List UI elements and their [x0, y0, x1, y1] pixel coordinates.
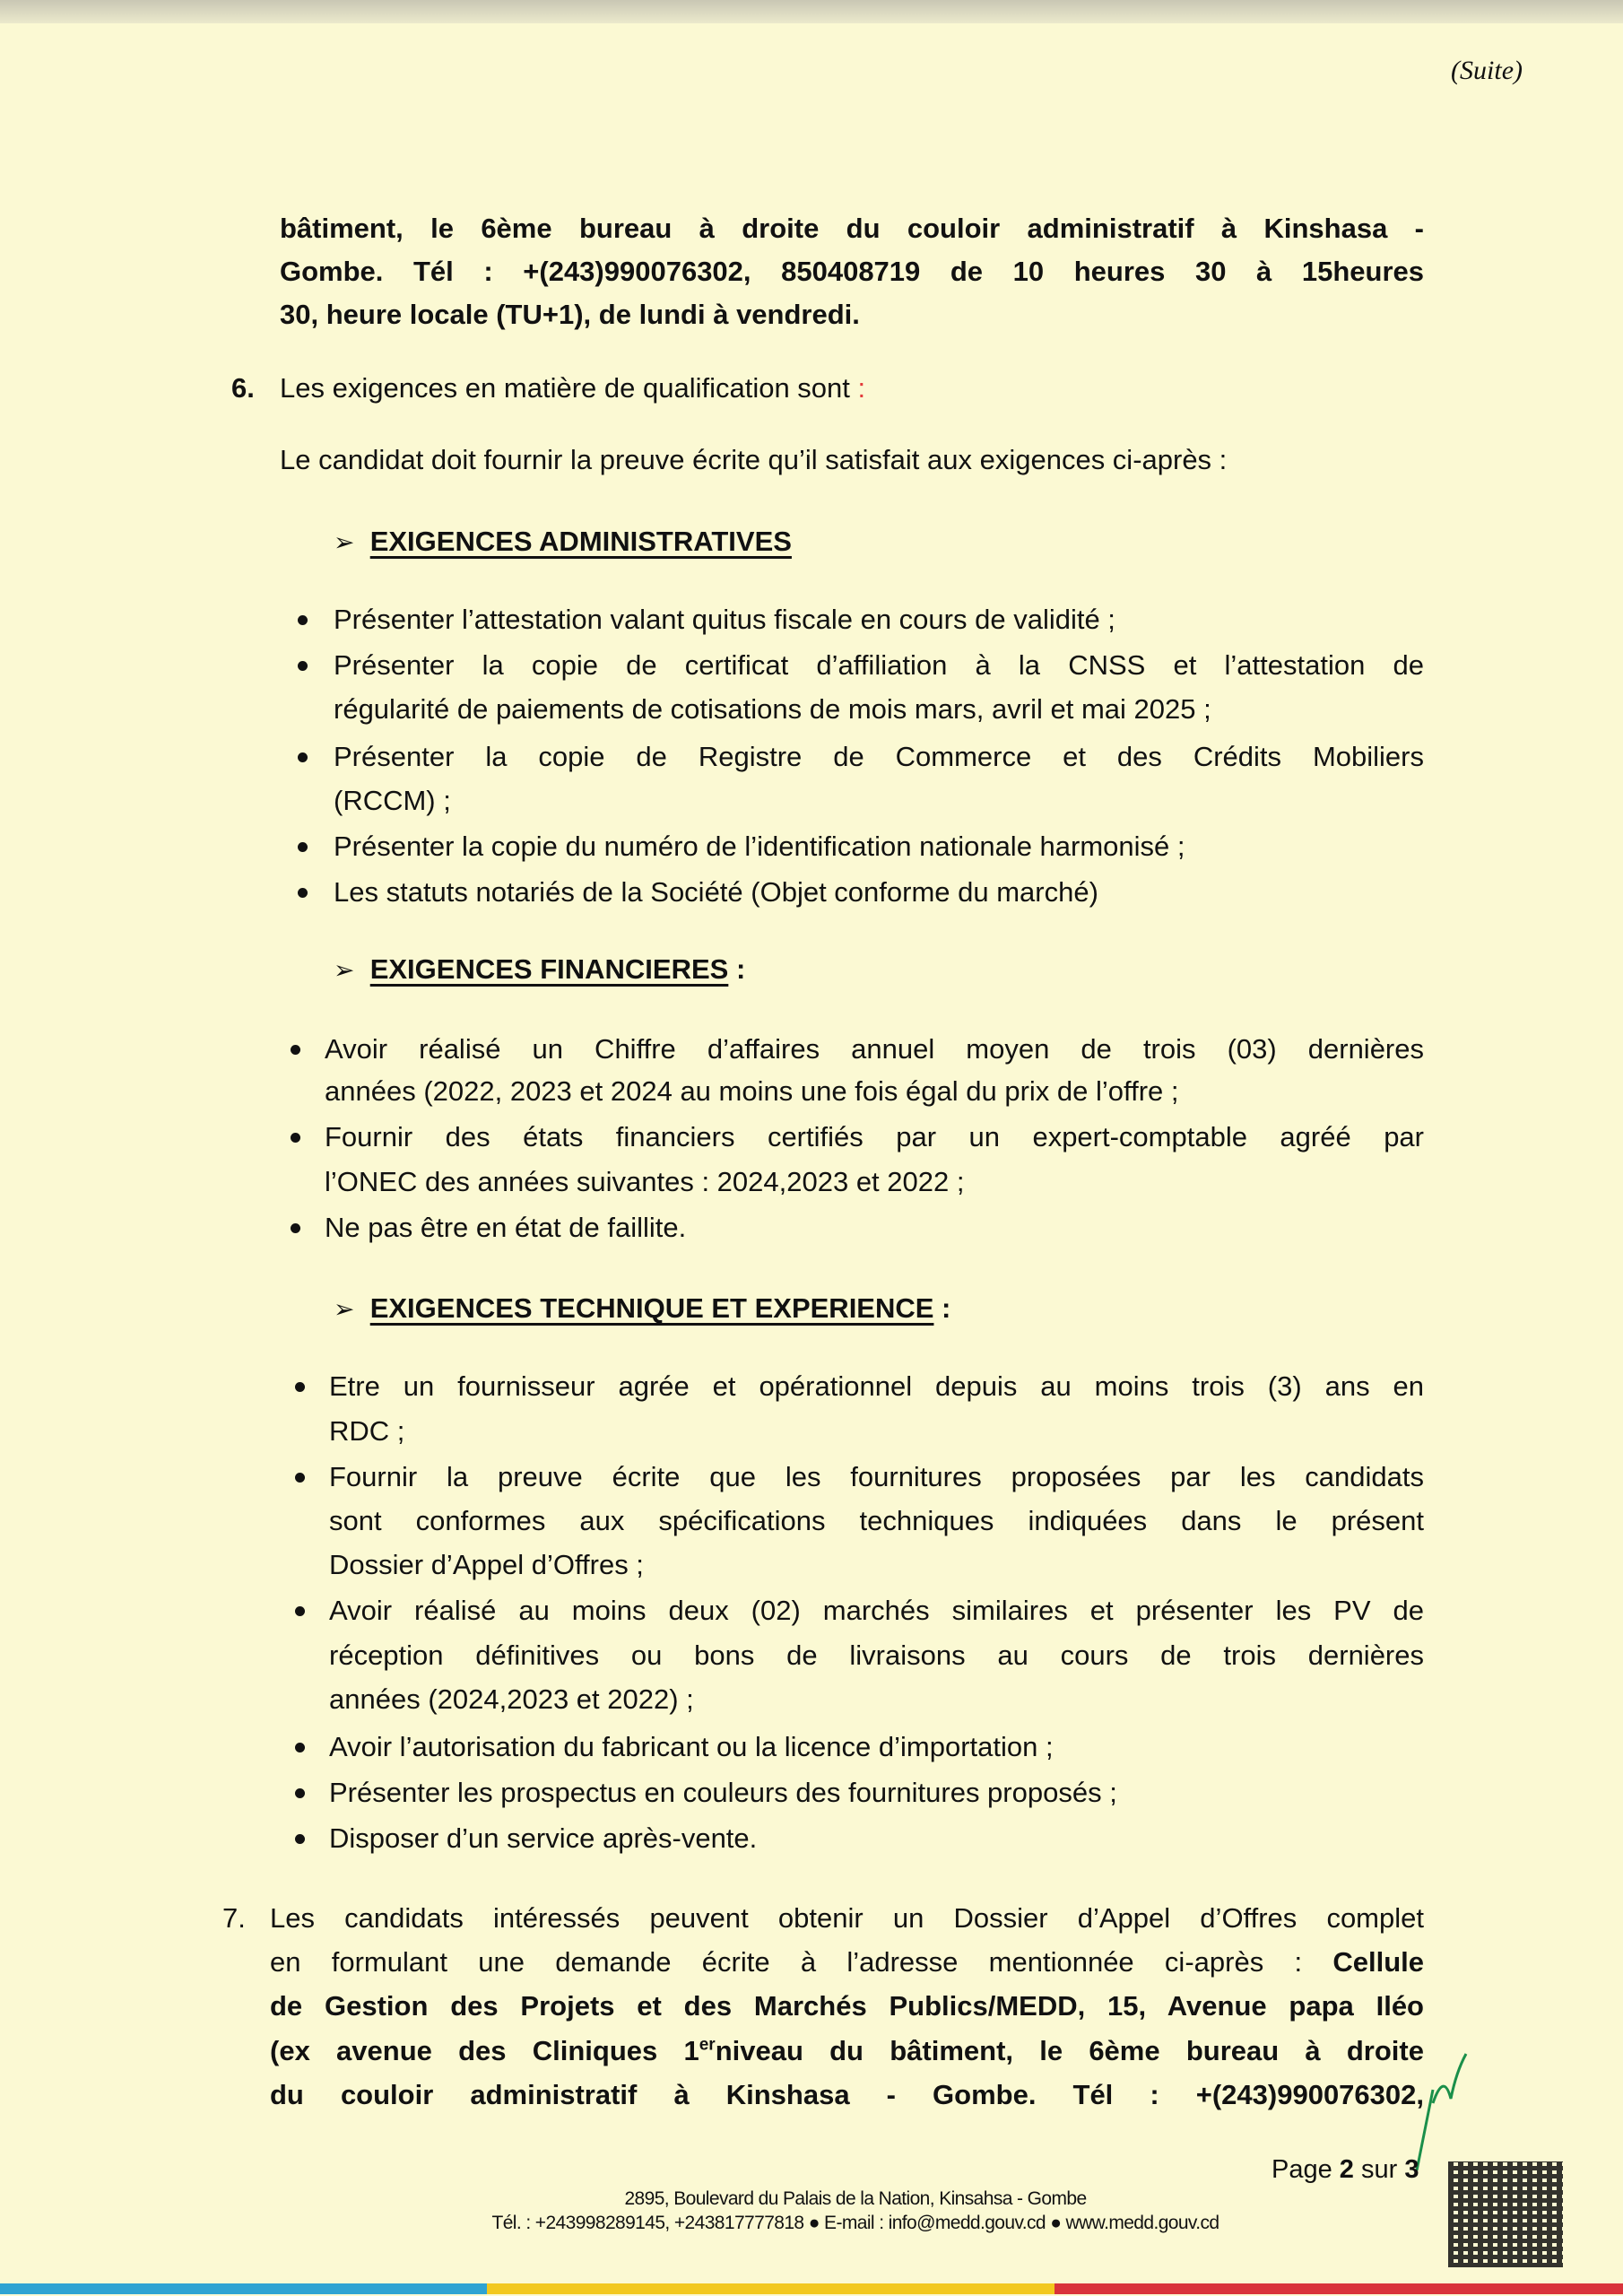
bullet-icon	[298, 661, 308, 671]
section-7-line: du couloir administratif à Kinshasa - Gombe. Tél : +(243)990076302,	[270, 2079, 1424, 2110]
bullet-icon	[298, 615, 308, 625]
text-line: Avoir réalisé au moins deux (02) marchés similaires et présenter les PV de	[329, 1595, 1424, 1626]
tech-heading-colon: :	[933, 1292, 951, 1324]
text-line: régularité de paiements de cotisations de mois mars, avril et mai 2025 ;	[334, 693, 1211, 725]
text-line: Les statuts notariés de la Société (Objet conforme du marché)	[334, 876, 1098, 908]
bullet-icon	[295, 1473, 305, 1483]
text-line: l’ONEC des années suivantes : 2024,2023 et 2022 ;	[325, 1166, 965, 1197]
section-7-line: de Gestion des Projets et des Marchés Publics/MEDD, 15, Avenue papa Iléo	[270, 1990, 1424, 2022]
text-line: Présenter la copie de Registre de Commerce et des Crédits Mobiliers	[334, 741, 1424, 772]
scan-top-edge	[0, 0, 1623, 23]
text-line: Présenter la copie du numéro de l’identification nationale harmonisé ;	[334, 831, 1185, 862]
bullet-icon	[291, 1045, 300, 1055]
section-6-title	[280, 366, 865, 411]
text-line: Présenter l’attestation valant quitus fiscale en cours de validité ;	[334, 604, 1115, 635]
text-line: Présenter la copie de certificat d’affiliation à la CNSS et l’attestation de	[334, 649, 1424, 681]
fin-heading	[334, 947, 745, 993]
text-line: sont conformes aux spécifications techniques indiquées dans le présent	[329, 1505, 1424, 1536]
bullet-icon	[298, 888, 308, 898]
text-line: années (2024,2023 et 2022) ;	[329, 1683, 694, 1715]
text-line: (RCCM) ;	[334, 785, 451, 816]
text-line: Ne pas être en état de faillite.	[325, 1212, 687, 1243]
page-current: 2	[1339, 2155, 1354, 2184]
text-line: années (2022, 2023 et 2024 au moins une fois égal du prix de l’offre ;	[325, 1075, 1179, 1107]
flag-bar-red	[1055, 2283, 1623, 2294]
section-6-lead: Le candidat doit fournir la preuve écrite qu’il satisfait aux exigences ci-après :	[280, 444, 1228, 475]
tech-heading-text: EXIGENCES TECHNIQUE ET EXPERIENCE	[369, 1292, 934, 1324]
page-number	[1271, 2147, 1419, 2192]
bullet-icon	[295, 1788, 305, 1798]
text-line: bâtiment, le 6ème bureau à droite du couloir administratif à Kinshasa -	[280, 213, 1424, 244]
arrow-bullet-icon: ➢	[334, 528, 355, 556]
bullet-icon	[298, 752, 308, 762]
bullet-icon	[295, 1606, 305, 1616]
section-7-number: 7.	[222, 1902, 246, 1934]
page-sep: sur	[1353, 2155, 1405, 2184]
section-7-line	[270, 1940, 1424, 1985]
text-line: Gombe. Tél : +(243)990076302, 850408719 de 10 heures 30 à 15heures	[280, 256, 1424, 287]
text-line: Dossier d’Appel d’Offres ;	[329, 1549, 644, 1580]
bullet-icon	[295, 1382, 305, 1392]
bullet-icon	[295, 1834, 305, 1844]
bullet-icon	[291, 1223, 300, 1233]
text-line: Avoir l’autorisation du fabricant ou la licence d’importation ;	[329, 1731, 1054, 1762]
text-line: RDC ;	[329, 1415, 405, 1447]
fin-heading-colon: :	[728, 953, 746, 985]
section-7-text: niveau du bâtiment, le 6ème bureau à droite	[715, 2035, 1424, 2066]
section-7-text: en formulant une demande écrite à l’adresse mentionnée ci-après :	[270, 1946, 1333, 1978]
page-label: Page	[1271, 2155, 1340, 2184]
section-7-text: (ex avenue des Cliniques 1	[270, 2035, 699, 2066]
text-line: Fournir des états financiers certifiés par un expert-comptable agréé par	[325, 1121, 1424, 1152]
text-line: Etre un fournisseur agrée et opérationnel depuis au moins trois (3) ans en	[329, 1370, 1424, 1402]
admin-heading-text: EXIGENCES ADMINISTRATIVES	[369, 526, 792, 557]
superscript: er	[699, 2035, 716, 2055]
footer-contact: Tél. : +243998289145, +243817777818 ● E-mail : info@medd.gouv.cd ● www.medd.gouv.cd	[491, 2213, 1219, 2233]
text-line: Disposer d’un service après-vente.	[329, 1822, 758, 1854]
admin-heading	[334, 519, 792, 565]
continuation-label: (Suite)	[1451, 56, 1523, 85]
text-line: Avoir réalisé un Chiffre d’affaires annuel moyen de trois (03) dernières	[325, 1033, 1424, 1065]
tech-heading	[334, 1286, 950, 1332]
bullet-icon	[295, 1743, 305, 1752]
flag-bar-blue	[0, 2283, 487, 2294]
qr-code-icon	[1448, 2161, 1563, 2267]
section-7-line: Les candidats intéressés peuvent obtenir un Dossier d’Appel d’Offres complet	[270, 1902, 1424, 1934]
text-line: réception définitives ou bons de livraisons au cours de trois dernières	[329, 1639, 1424, 1671]
section-7-line	[270, 2029, 1424, 2074]
section-6-colon: :	[857, 372, 866, 404]
bullet-icon	[298, 842, 308, 852]
bullet-icon	[291, 1133, 300, 1143]
section-6-title-text: Les exigences en matière de qualification sont	[280, 372, 850, 404]
text-line: Présenter les prospectus en couleurs des fournitures proposés ;	[329, 1777, 1117, 1808]
fin-heading-text: EXIGENCES FINANCIERES	[369, 953, 729, 985]
footer-address: 2895, Boulevard du Palais de la Nation, Kinsahsa - Gombe	[624, 2188, 1087, 2209]
text-line: 30, heure locale (TU+1), de lundi à vendredi.	[280, 299, 860, 330]
arrow-bullet-icon: ➢	[334, 1295, 355, 1323]
section-6-number: 6.	[231, 372, 255, 404]
flag-bar-yellow	[487, 2283, 1055, 2294]
arrow-bullet-icon: ➢	[334, 956, 355, 984]
text-line: Fournir la preuve écrite que les fournitures proposées par les candidats	[329, 1461, 1424, 1492]
page-total: 3	[1404, 2155, 1419, 2184]
section-7-bold: Cellule	[1332, 1946, 1424, 1978]
